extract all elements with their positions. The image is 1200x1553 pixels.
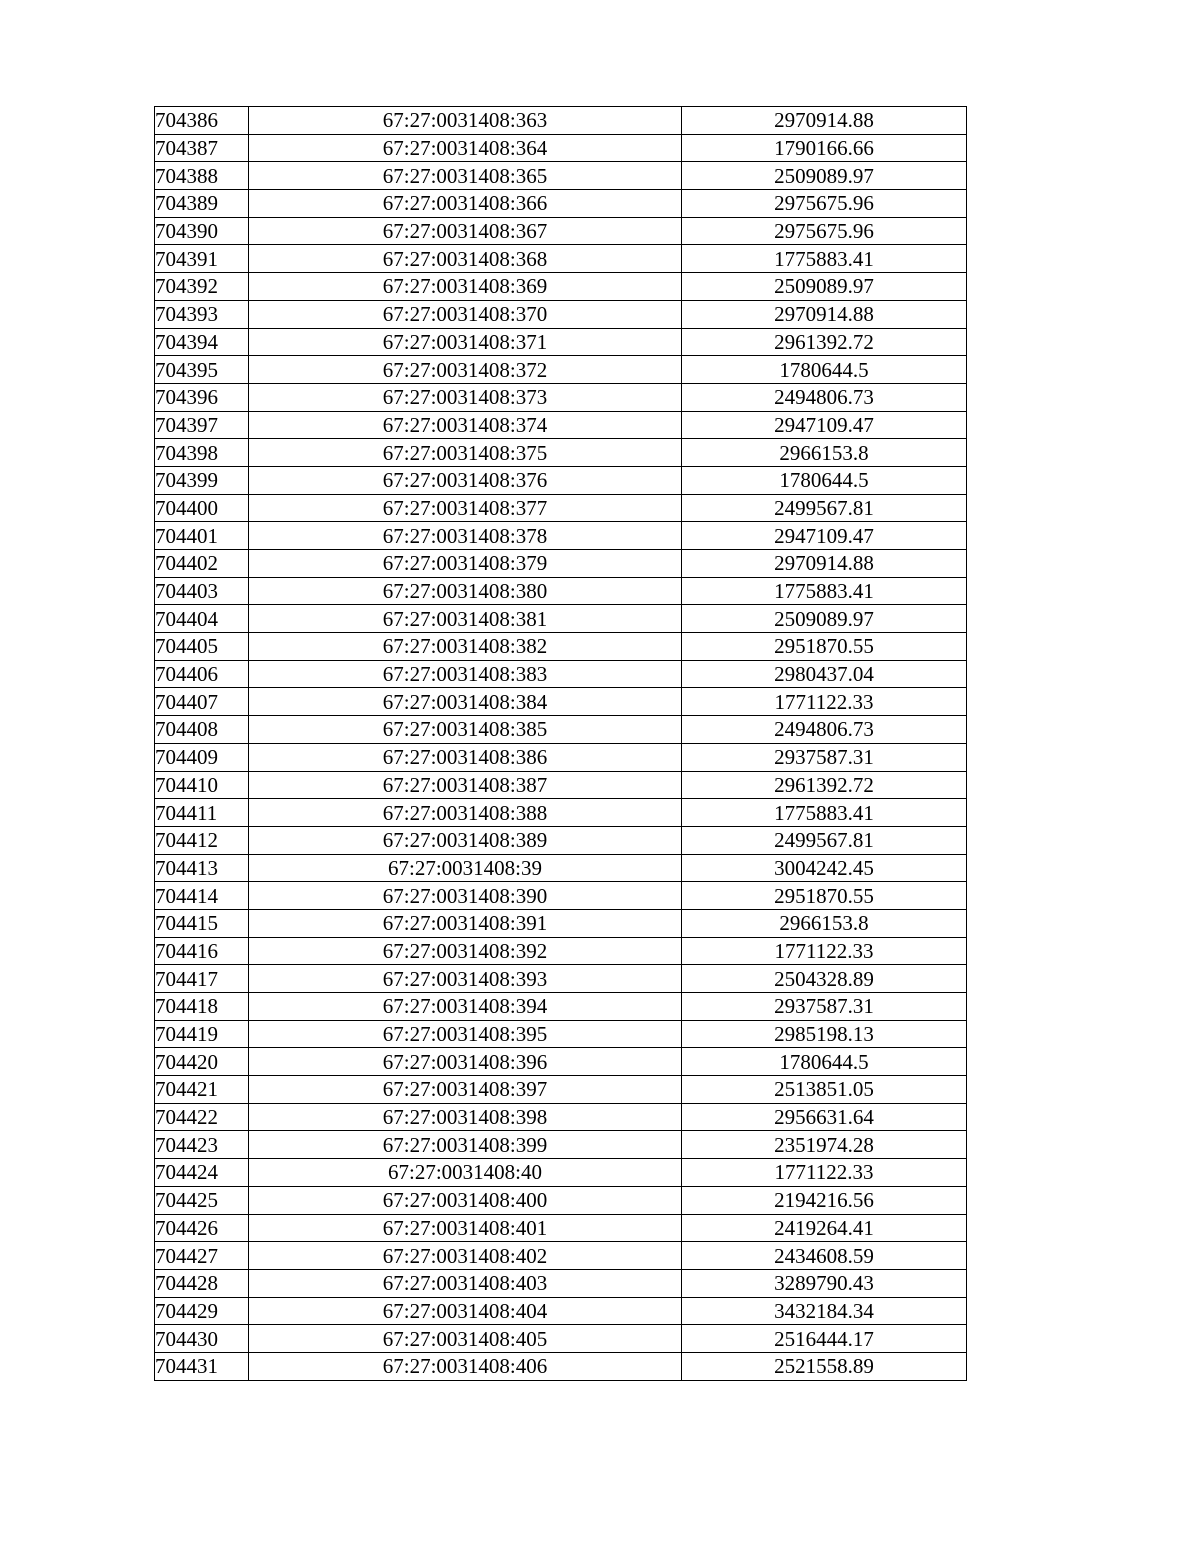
value-cell: 3432184.34	[682, 1297, 967, 1325]
value-cell: 1780644.5	[682, 1048, 967, 1076]
table-row	[155, 162, 967, 190]
cadastral-number-cell: 67:27:0031408:390	[249, 882, 682, 910]
table-row	[155, 1048, 967, 1076]
row-number-cell: 704412	[155, 826, 249, 854]
row-number-cell: 704424	[155, 1159, 249, 1187]
table-row	[155, 716, 967, 744]
cadastral-number-cell: 67:27:0031408:400	[249, 1186, 682, 1214]
table-row	[155, 1020, 967, 1048]
table-row	[155, 494, 967, 522]
row-number-cell: 704431	[155, 1352, 249, 1380]
cadastral-number-cell: 67:27:0031408:367	[249, 217, 682, 245]
cadastral-number-cell: 67:27:0031408:396	[249, 1048, 682, 1076]
row-number-cell: 704391	[155, 245, 249, 273]
table-row	[155, 965, 967, 993]
value-cell: 2351974.28	[682, 1131, 967, 1159]
cadastral-number-cell: 67:27:0031408:40	[249, 1159, 682, 1187]
cadastral-number-cell: 67:27:0031408:403	[249, 1269, 682, 1297]
value-cell: 1771122.33	[682, 688, 967, 716]
value-cell: 1775883.41	[682, 245, 967, 273]
table-row	[155, 743, 967, 771]
cadastral-number-cell: 67:27:0031408:394	[249, 993, 682, 1021]
row-number-cell: 704399	[155, 466, 249, 494]
value-cell: 2937587.31	[682, 743, 967, 771]
value-cell: 2194216.56	[682, 1186, 967, 1214]
row-number-cell: 704396	[155, 383, 249, 411]
cadastral-number-cell: 67:27:0031408:405	[249, 1325, 682, 1353]
value-cell: 2980437.04	[682, 660, 967, 688]
cadastral-number-cell: 67:27:0031408:379	[249, 550, 682, 578]
value-cell: 2947109.47	[682, 522, 967, 550]
cadastral-number-cell: 67:27:0031408:385	[249, 716, 682, 744]
table-row	[155, 1186, 967, 1214]
table-row	[155, 466, 967, 494]
row-number-cell: 704392	[155, 273, 249, 301]
cadastral-number-cell: 67:27:0031408:399	[249, 1131, 682, 1159]
value-cell: 2937587.31	[682, 993, 967, 1021]
value-cell: 2947109.47	[682, 411, 967, 439]
table-row	[155, 1076, 967, 1104]
row-number-cell: 704404	[155, 605, 249, 633]
cadastral-number-cell: 67:27:0031408:397	[249, 1076, 682, 1104]
table-row	[155, 909, 967, 937]
cadastral-number-cell: 67:27:0031408:386	[249, 743, 682, 771]
value-cell: 2956631.64	[682, 1103, 967, 1131]
data-table	[154, 106, 967, 1381]
cadastral-number-cell: 67:27:0031408:375	[249, 439, 682, 467]
value-cell: 2509089.97	[682, 605, 967, 633]
row-number-cell: 704390	[155, 217, 249, 245]
cadastral-number-cell: 67:27:0031408:406	[249, 1352, 682, 1380]
row-number-cell: 704398	[155, 439, 249, 467]
row-number-cell: 704408	[155, 716, 249, 744]
cadastral-number-cell: 67:27:0031408:387	[249, 771, 682, 799]
value-cell: 1771122.33	[682, 937, 967, 965]
table-row	[155, 688, 967, 716]
table-row	[155, 273, 967, 301]
table-row	[155, 134, 967, 162]
cadastral-number-cell: 67:27:0031408:378	[249, 522, 682, 550]
table-row	[155, 107, 967, 135]
row-number-cell: 704420	[155, 1048, 249, 1076]
row-number-cell: 704417	[155, 965, 249, 993]
value-cell: 2961392.72	[682, 328, 967, 356]
table-row	[155, 1325, 967, 1353]
table-row	[155, 245, 967, 273]
row-number-cell: 704422	[155, 1103, 249, 1131]
table-row	[155, 937, 967, 965]
cadastral-number-cell: 67:27:0031408:373	[249, 383, 682, 411]
row-number-cell: 704406	[155, 660, 249, 688]
value-cell: 2521558.89	[682, 1352, 967, 1380]
table-row	[155, 882, 967, 910]
row-number-cell: 704416	[155, 937, 249, 965]
table-row	[155, 771, 967, 799]
table-row	[155, 605, 967, 633]
cadastral-number-cell: 67:27:0031408:369	[249, 273, 682, 301]
table-row	[155, 1131, 967, 1159]
value-cell: 2975675.96	[682, 190, 967, 218]
row-number-cell: 704421	[155, 1076, 249, 1104]
value-cell: 1780644.5	[682, 466, 967, 494]
value-cell: 2504328.89	[682, 965, 967, 993]
value-cell: 1771122.33	[682, 1159, 967, 1187]
table-row	[155, 1297, 967, 1325]
row-number-cell: 704407	[155, 688, 249, 716]
cadastral-number-cell: 67:27:0031408:370	[249, 300, 682, 328]
value-cell: 2499567.81	[682, 494, 967, 522]
table-row	[155, 660, 967, 688]
row-number-cell: 704402	[155, 550, 249, 578]
value-cell: 2499567.81	[682, 826, 967, 854]
row-number-cell: 704419	[155, 1020, 249, 1048]
cadastral-number-cell: 67:27:0031408:376	[249, 466, 682, 494]
value-cell: 2419264.41	[682, 1214, 967, 1242]
cadastral-number-cell: 67:27:0031408:39	[249, 854, 682, 882]
table-row	[155, 577, 967, 605]
table-row	[155, 522, 967, 550]
row-number-cell: 704426	[155, 1214, 249, 1242]
row-number-cell: 704403	[155, 577, 249, 605]
cadastral-number-cell: 67:27:0031408:404	[249, 1297, 682, 1325]
cadastral-number-cell: 67:27:0031408:395	[249, 1020, 682, 1048]
value-cell: 1780644.5	[682, 356, 967, 384]
cadastral-number-cell: 67:27:0031408:392	[249, 937, 682, 965]
row-number-cell: 704428	[155, 1269, 249, 1297]
cadastral-number-cell: 67:27:0031408:363	[249, 107, 682, 135]
value-cell: 2985198.13	[682, 1020, 967, 1048]
cadastral-number-cell: 67:27:0031408:366	[249, 190, 682, 218]
table-row	[155, 633, 967, 661]
table-row	[155, 1214, 967, 1242]
row-number-cell: 704395	[155, 356, 249, 384]
value-cell: 3289790.43	[682, 1269, 967, 1297]
cadastral-number-cell: 67:27:0031408:398	[249, 1103, 682, 1131]
row-number-cell: 704400	[155, 494, 249, 522]
table-row	[155, 1159, 967, 1187]
table-row	[155, 854, 967, 882]
cadastral-number-cell: 67:27:0031408:384	[249, 688, 682, 716]
cadastral-number-cell: 67:27:0031408:365	[249, 162, 682, 190]
value-cell: 2494806.73	[682, 383, 967, 411]
row-number-cell: 704430	[155, 1325, 249, 1353]
row-number-cell: 704429	[155, 1297, 249, 1325]
table-row	[155, 439, 967, 467]
table-row	[155, 411, 967, 439]
cadastral-number-cell: 67:27:0031408:364	[249, 134, 682, 162]
value-cell: 2975675.96	[682, 217, 967, 245]
cadastral-number-cell: 67:27:0031408:401	[249, 1214, 682, 1242]
cadastral-number-cell: 67:27:0031408:382	[249, 633, 682, 661]
row-number-cell: 704425	[155, 1186, 249, 1214]
cadastral-number-cell: 67:27:0031408:383	[249, 660, 682, 688]
cadastral-number-cell: 67:27:0031408:402	[249, 1242, 682, 1270]
row-number-cell: 704414	[155, 882, 249, 910]
cadastral-number-cell: 67:27:0031408:371	[249, 328, 682, 356]
value-cell: 3004242.45	[682, 854, 967, 882]
cadastral-number-cell: 67:27:0031408:388	[249, 799, 682, 827]
row-number-cell: 704418	[155, 993, 249, 1021]
value-cell: 2970914.88	[682, 550, 967, 578]
cadastral-number-cell: 67:27:0031408:368	[249, 245, 682, 273]
value-cell: 2951870.55	[682, 633, 967, 661]
table-row	[155, 383, 967, 411]
row-number-cell: 704388	[155, 162, 249, 190]
cadastral-number-cell: 67:27:0031408:391	[249, 909, 682, 937]
table-row	[155, 300, 967, 328]
row-number-cell: 704413	[155, 854, 249, 882]
table-row	[155, 550, 967, 578]
value-cell: 2513851.05	[682, 1076, 967, 1104]
row-number-cell: 704394	[155, 328, 249, 356]
value-cell: 2966153.8	[682, 439, 967, 467]
table-body	[155, 107, 967, 1381]
value-cell: 2951870.55	[682, 882, 967, 910]
row-number-cell: 704401	[155, 522, 249, 550]
cadastral-number-cell: 67:27:0031408:389	[249, 826, 682, 854]
value-cell: 1775883.41	[682, 577, 967, 605]
table-row	[155, 1242, 967, 1270]
row-number-cell: 704415	[155, 909, 249, 937]
value-cell: 2509089.97	[682, 162, 967, 190]
row-number-cell: 704397	[155, 411, 249, 439]
value-cell: 2509089.97	[682, 273, 967, 301]
value-cell: 2961392.72	[682, 771, 967, 799]
table-row	[155, 993, 967, 1021]
cadastral-number-cell: 67:27:0031408:377	[249, 494, 682, 522]
cadastral-number-cell: 67:27:0031408:380	[249, 577, 682, 605]
value-cell: 1775883.41	[682, 799, 967, 827]
value-cell: 2970914.88	[682, 107, 967, 135]
value-cell: 2970914.88	[682, 300, 967, 328]
table-row	[155, 799, 967, 827]
table-row	[155, 826, 967, 854]
table-row	[155, 1352, 967, 1380]
row-number-cell: 704423	[155, 1131, 249, 1159]
cadastral-number-cell: 67:27:0031408:381	[249, 605, 682, 633]
table-row	[155, 1269, 967, 1297]
row-number-cell: 704387	[155, 134, 249, 162]
value-cell: 2966153.8	[682, 909, 967, 937]
row-number-cell: 704405	[155, 633, 249, 661]
row-number-cell: 704386	[155, 107, 249, 135]
table-row	[155, 190, 967, 218]
value-cell: 2494806.73	[682, 716, 967, 744]
row-number-cell: 704427	[155, 1242, 249, 1270]
table-row	[155, 356, 967, 384]
table-row	[155, 328, 967, 356]
cadastral-number-cell: 67:27:0031408:393	[249, 965, 682, 993]
table-row	[155, 217, 967, 245]
value-cell: 2516444.17	[682, 1325, 967, 1353]
row-number-cell: 704411	[155, 799, 249, 827]
table-row	[155, 1103, 967, 1131]
value-cell: 1790166.66	[682, 134, 967, 162]
value-cell: 2434608.59	[682, 1242, 967, 1270]
row-number-cell: 704389	[155, 190, 249, 218]
row-number-cell: 704409	[155, 743, 249, 771]
cadastral-number-cell: 67:27:0031408:372	[249, 356, 682, 384]
row-number-cell: 704393	[155, 300, 249, 328]
cadastral-number-cell: 67:27:0031408:374	[249, 411, 682, 439]
row-number-cell: 704410	[155, 771, 249, 799]
